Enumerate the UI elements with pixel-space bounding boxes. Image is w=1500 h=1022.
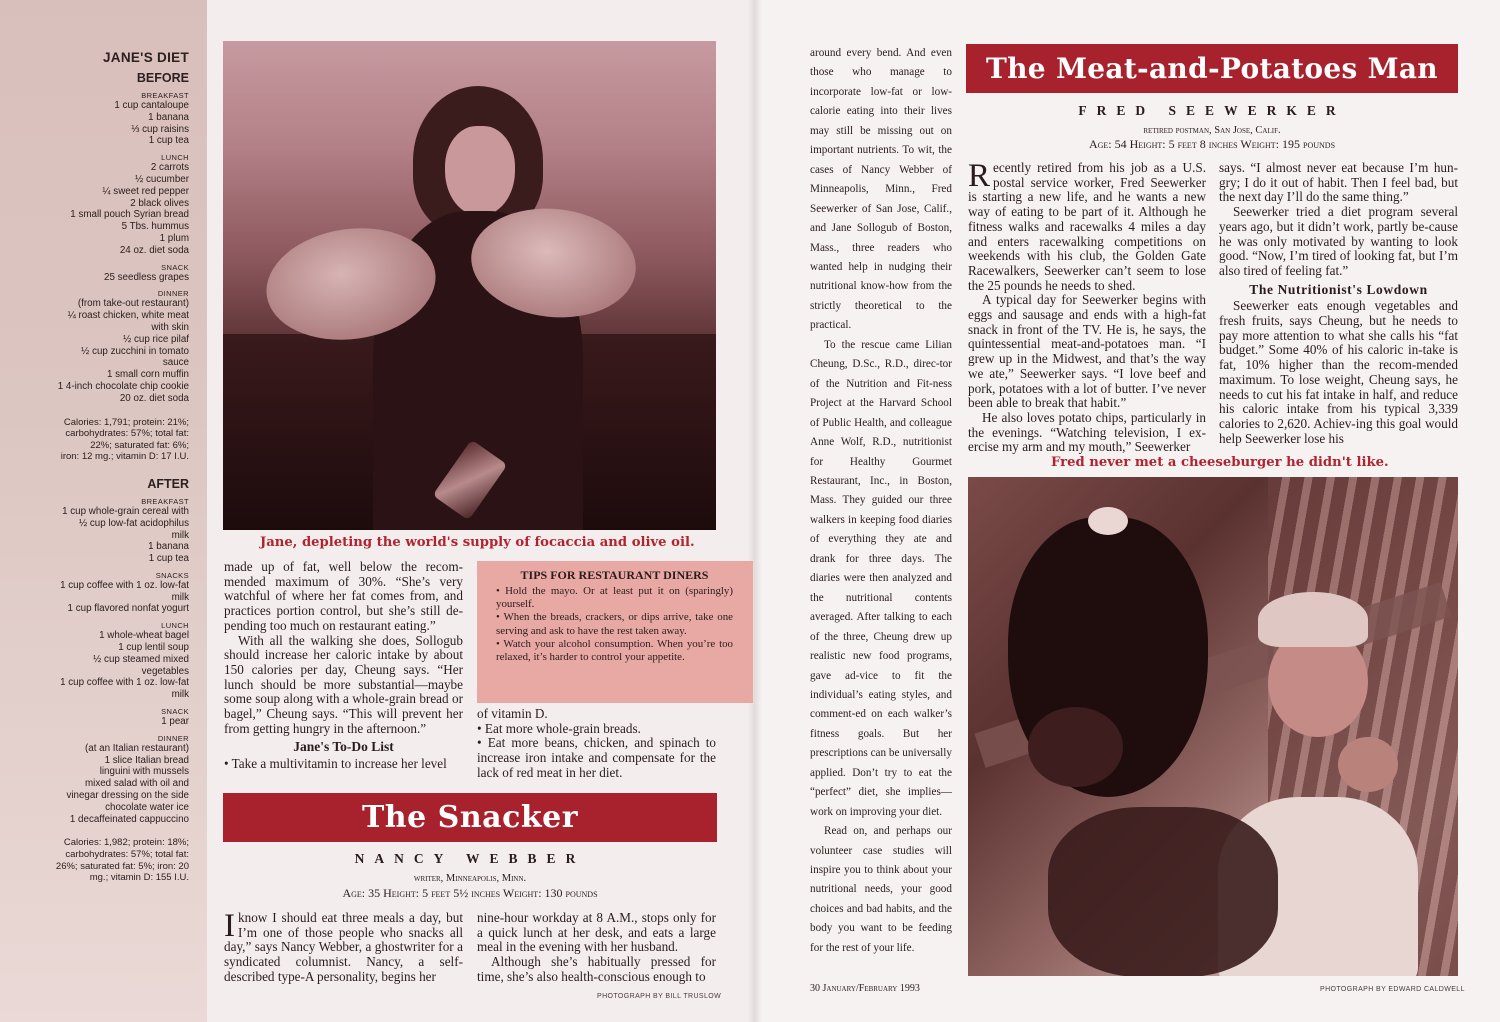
meal-heading: BREAKFAST — [141, 496, 189, 506]
tips-box — [477, 561, 753, 703]
after-stats — [10, 837, 189, 883]
snacker-para-2: nine-hour workday at 8 A.M., stops only for a quick lunch at her desk, and eats a large meal in the evening with her husband. — [477, 910, 716, 955]
cow-blaze — [1088, 507, 1128, 535]
intro-para-1: around every bend. And even those who manage to incorporate low-fat or low-calorie eating into their lives may still be missing out on important nutrients. To wit, the cases of Nancy Webber of Minneapolis, Minn., Fred Seewerker of San Jose, Calif., and Jane Sollogub of Boston, Mass., three readers who wanted help in nudging their nutritional know-how from the strictly theoretical to the practical. — [810, 47, 952, 332]
meat-name: FRED SEEWERKER — [1078, 103, 1346, 118]
diet-item: mixed salad with oil and — [84, 778, 189, 790]
meat-para-5: Seewerker tried a diet program several years ago, but it didn’t work, partly be-cause he was only motivated by wanting to look good. “Now, I’m tired of looking fat, but I’m also tired of feeling fat.” — [1219, 204, 1458, 278]
fred-photo-credit: PHOTOGRAPH BY EDWARD CALDWELL — [1320, 986, 1465, 993]
tip-item: • Watch your alcohol consumption. When you’re too relaxed, it’s harder to control your appetite. — [496, 637, 733, 664]
fred-photo — [968, 477, 1458, 976]
diet-item: 5 Tbs. hummus — [121, 221, 189, 233]
fred-photo-caption: Fred never met a cheeseburger he didn't like. — [1051, 455, 1389, 470]
diet-item: chocolate water ice — [105, 801, 189, 813]
diet-item: linguini with mussels — [99, 766, 189, 778]
meal-heading: DINNER — [157, 289, 189, 299]
snacker-para-1: Iknow I should eat three meals a day, but I’m one of those people who snacks all day,” says Nancy Webber, a ghostwriter for a syndicated columnist. Nancy, a self-described type-A personality, begins her — [224, 908, 463, 984]
after-heading: AFTER — [147, 476, 189, 491]
jane-column-2 — [477, 707, 716, 781]
diet-item: milk — [171, 591, 189, 603]
meal-heading: DINNER — [157, 733, 189, 743]
diet-item: 1 cup whole-grain cereal with — [62, 505, 189, 517]
meat-para-6: Seewerker eats enough vegetables and fresh fruits, says Cheung, but he needs to pay more attention to what she calls his “fat budget.” Some 40% of his caloric in-take is fat, 10% higher than the recom-mended maximum. To lose weight, Cheung says, he needs to cut his fat intake in half, and reduce his caloric intake from his typical 3,339 calories to 2,620. Achiev-ing this goal would help Seewerker lose his — [1219, 298, 1458, 446]
diet-item: ½ cup rice pilaf — [123, 333, 189, 345]
diet-item: 1 plum — [159, 232, 189, 244]
jane-todo-item-3: • Eat more beans, chicken, and spinach to increase iron intake and compensate for the lack of red meat in her diet. — [477, 735, 716, 780]
diet-item: 2 black olives — [130, 197, 189, 209]
stats-line: carbohydrates: 57%; total fat: — [65, 428, 189, 440]
diet-item: 1 slice Italian bread — [104, 754, 189, 766]
diet-item: 25 seedless grapes — [104, 271, 189, 283]
meat-para-3: He also loves potato chips, particularly in the evenings. “Watching television, I ex-ercise my arm and my mouth,” Seewerker — [968, 409, 1206, 455]
stats-line: mg.; vitamin D: 155 I.U. — [89, 872, 189, 884]
lowdown-heading: The Nutritionist's Lowdown — [1249, 281, 1428, 297]
diet-item: 1 small pouch Syrian bread — [70, 209, 189, 221]
intro-column — [810, 44, 952, 958]
snacker-name: NANCY WEBBER — [354, 851, 586, 866]
diet-item: vinegar dressing on the side — [66, 790, 189, 802]
meat-banner: The Meat-and-Potatoes Man — [966, 44, 1458, 93]
meat-column-2 — [1219, 161, 1458, 446]
meat-occupation: retired postman, San Jose, Calif. — [1143, 125, 1281, 136]
jane-todo-continued: of vitamin D. — [477, 706, 548, 721]
diet-item: 1 cup coffee with 1 oz. low-fat — [60, 677, 189, 689]
snacker-banner: The Snacker — [223, 793, 717, 842]
snacker-column-2 — [477, 911, 716, 985]
snacker-photo-credit: PHOTOGRAPH BY BILL TRUSLOW — [597, 993, 722, 1000]
jane-photo — [223, 41, 716, 530]
diet-item: 2 carrots — [150, 162, 189, 174]
snacker-para-3: Although she’s habitually pressed for time, she’s also health-conscious enough to — [477, 954, 716, 984]
diet-item: 1 cup cantaloupe — [114, 100, 189, 111]
burger — [1338, 737, 1398, 792]
stats-line: carbohydrates: 57%; total fat: — [65, 849, 189, 861]
meal-heading: BREAKFAST — [141, 91, 189, 100]
stats-line: Calories: 1,982; protein: 18%; — [63, 837, 189, 849]
snacker-stats: Age: 35 Height: 5 feet 5½ inches Weight: 130 pounds — [342, 886, 598, 900]
tips-heading: TIPS FOR RESTAURANT DINERS — [520, 568, 709, 582]
diet-item: ⅓ cup raisins — [131, 123, 189, 135]
stats-line: Calories: 1,791; protein: 21%; — [63, 416, 189, 428]
person-face — [445, 126, 515, 216]
before-stats — [10, 417, 189, 463]
meal-heading: SNACK — [161, 262, 189, 272]
stats-line: 22%; saturated fat: 6%; — [90, 439, 189, 451]
diet-item: 1 4-inch chocolate chip cookie — [57, 380, 189, 392]
diet-item: sauce — [162, 357, 189, 369]
diet-item: 1 cup lentil soup — [118, 642, 189, 654]
meat-para-1: Recently retired from his job as a U.S. postal service worker, Fred Seewerker is starting a new life, and he wants a new way of eating to be part of it. Although he fitness walks and racewalks 4 miles a day and enters racewalking competitions on weekends with his club, the Golden Gate Racewalkers, Seewerker can’t seem to lose the 25 pounds he needs to shed. — [968, 158, 1206, 293]
diet-item: (from take-out restaurant) — [77, 298, 189, 310]
diet-sidebar — [0, 0, 207, 1022]
diet-item: 1 whole-wheat bagel — [99, 630, 189, 642]
stats-line: iron: 12 mg.; vitamin D: 17 I.U. — [60, 451, 189, 463]
diet-item: with skin — [151, 321, 189, 333]
before-meals — [10, 91, 189, 405]
meat-stats: Age: 54 Height: 5 feet 8 inches Weight: 195 pounds — [1088, 137, 1336, 151]
diet-item: 1 banana — [148, 541, 189, 553]
diet-item: ½ cup low-fat acidophilus — [78, 517, 189, 529]
diet-item: 1 cup tea — [148, 135, 189, 147]
man-legs — [1048, 807, 1278, 976]
jane-todo-item-1: • Take a multivitamin to increase her level — [224, 756, 447, 772]
diet-item: 1 banana — [148, 111, 189, 123]
meat-para-4: says. “I almost never eat because I’m hun-gry; I do it out of habit. Then I feel bad, but the next day I’ll do the same thing.” — [1219, 160, 1458, 205]
snacker-occupation: writer, Minneapolis, Minn. — [413, 873, 527, 884]
jane-column-1 — [224, 560, 463, 772]
diet-item: 1 cup tea — [148, 553, 189, 565]
diet-item: 1 decaffeinated cappuccino — [69, 813, 189, 825]
diet-item: ¼ sweet red pepper — [102, 185, 189, 197]
jane-para-2: With all the walking she does, Sollogub should increase her caloric intake by about 150 calories per day, Cheung says. “Her lunch should be more substantial—maybe some soup along with a whole-grain bread or bagel,” Cheung says. “This will prevent her from getting hungry in the afternoon.” — [224, 632, 463, 736]
diet-item: (at an Italian restaurant) — [84, 742, 189, 754]
diet-item: 1 cup flavored nonfat yogurt — [67, 603, 189, 615]
meat-para-2: A typical day for Seewerker begins with eggs and sausage and ends with a high-fat snack in front of the TV. He is, he says, the quintessential meat-and-potatoes man. “I grew up in the Midwest, and that’s the way we ate,” Seewerker says. “I love beef and pork, potatoes with a lot of butter. I’ve never been able to break that habit.” — [968, 292, 1206, 411]
meat-column-1 — [968, 158, 1206, 455]
meal-heading: LUNCH — [161, 621, 189, 631]
sidebar-title: JANE'S DIET — [102, 50, 189, 65]
diet-item: ½ cucumber — [135, 173, 189, 185]
meal-heading: LUNCH — [161, 153, 189, 163]
intro-para-3: Read on, and perhaps our volunteer case studies will inspire you to think about your nutritional needs, your good choices and bad habits, and the body you want to be feeding for the rest of your life. — [810, 825, 952, 954]
man-cap — [1258, 592, 1368, 647]
diet-item: 24 oz. diet soda — [119, 244, 189, 256]
page-folio: 30 January/February 1993 — [810, 983, 920, 994]
snacker-column-1 — [224, 908, 463, 985]
meal-heading: SNACK — [161, 707, 189, 717]
diet-item: 1 pear — [161, 716, 189, 728]
after-meals — [10, 497, 189, 826]
diet-item: vegetables — [141, 665, 189, 677]
diet-item: ½ cup steamed mixed — [93, 653, 189, 665]
jane-para-1: made up of fat, well below the recom-mended maximum of 30%. “She’s very watchful of where her fat comes from, and practices portion control, but she’s still de-pending too much on restaurant eating.” — [224, 559, 463, 633]
jane-todo-item-2: • Eat more whole-grain breads. — [477, 720, 641, 736]
tip-item: • When the breads, crackers, or dips arrive, take one serving and ask to have the rest taken away. — [496, 611, 733, 637]
diet-item: ¼ roast chicken, white meat — [67, 310, 189, 322]
jane-photo-caption: Jane, depleting the world's supply of focaccia and olive oil. — [260, 535, 695, 550]
diet-item: milk — [171, 689, 189, 701]
diet-item: 1 small corn muffin — [106, 369, 189, 381]
diet-item: 20 oz. diet soda — [119, 392, 189, 404]
cow-nose — [1028, 707, 1123, 787]
intro-para-2: To the rescue came Lilian Cheung, D.Sc., R.D., direc-tor of the Nutrition and Fit-ness Project at the Harvard School of Public Health, and colleague Anne Wolf, R.D., nutritionist for Healthy Gourmet Restaurant, Inc., in Boston, Mass. They guided our three walkers in keeping food diaries of everything they ate and drank for three days. The diaries were then analyzed and the nutritional contents averaged. After talking to each of the three, Cheung drew up realistic new food programs, gave ad-vice to fit the individual’s eating styles, and comment-ed on each walker’s fitness goals. But her prescriptions can be universally applied. Don’t try to eat the “perfect” diet, she implies—work on improving your diet. — [810, 338, 952, 818]
jane-todo-heading: Jane's To-Do List — [293, 739, 394, 755]
tip-item: • Hold the mayo. Or at least put it on (sparingly) yourself. — [496, 585, 733, 611]
diet-item: milk — [171, 529, 189, 541]
page-gutter — [748, 0, 762, 1022]
before-heading: BEFORE — [136, 71, 189, 85]
meal-heading: SNACKS — [155, 570, 189, 580]
stats-line: 26%; saturated fat: 5%; iron: 20 — [55, 860, 189, 872]
diet-item: 1 cup coffee with 1 oz. low-fat — [60, 579, 189, 591]
diet-item: ½ cup zucchini in tomato — [81, 345, 189, 357]
